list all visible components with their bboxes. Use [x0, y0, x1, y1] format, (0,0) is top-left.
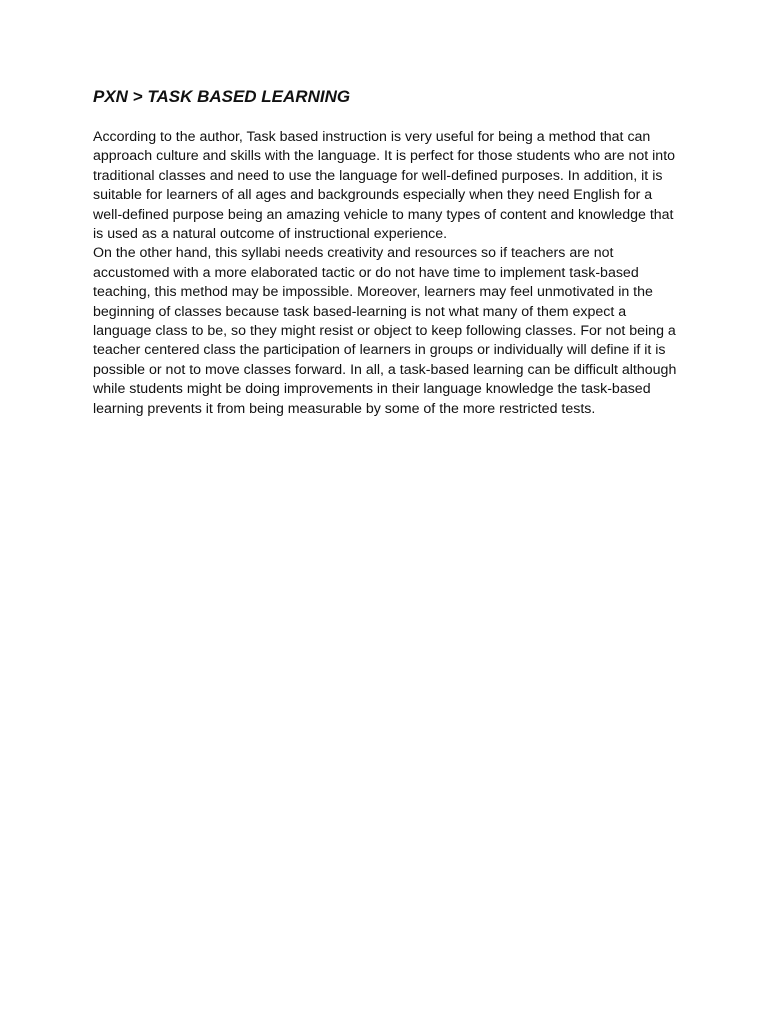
document-page [93, 86, 677, 419]
paragraph-disadvantages: On the other hand, this syllabi needs creativity and resources so if teachers are not accustomed with a more elaborated tactic or do not have time to implement task-based teaching, this method may be impossible. Moreover, learners may feel unmotivated in the beginning of classes because task based-learning is not what many of them expect a language class to be, so they might resist or object to keep following classes. For not being a teacher centered class the participation of learners in groups or individually will define if it is possible or not to move classes forward. In all, a task-based learning can be difficult although while students might be doing improvements in their language knowledge the task-based learning prevents it from being measurable by some of the more restricted tests. [93, 245, 677, 417]
document-body [93, 128, 677, 419]
paragraph-advantages: According to the author, Task based instruction is very useful for being a method that can approach culture and skills with the language. It is perfect for those students who are not into traditional classes and need to use the language for well-defined purposes. In addition, it is suitable for learners of all ages and backgrounds especially when they need English for a well-defined purpose being an amazing vehicle to many types of content and knowledge that is used as a natural outcome of instructional experience. [93, 129, 676, 243]
document-title: PXN > TASK BASED LEARNING [93, 87, 351, 106]
